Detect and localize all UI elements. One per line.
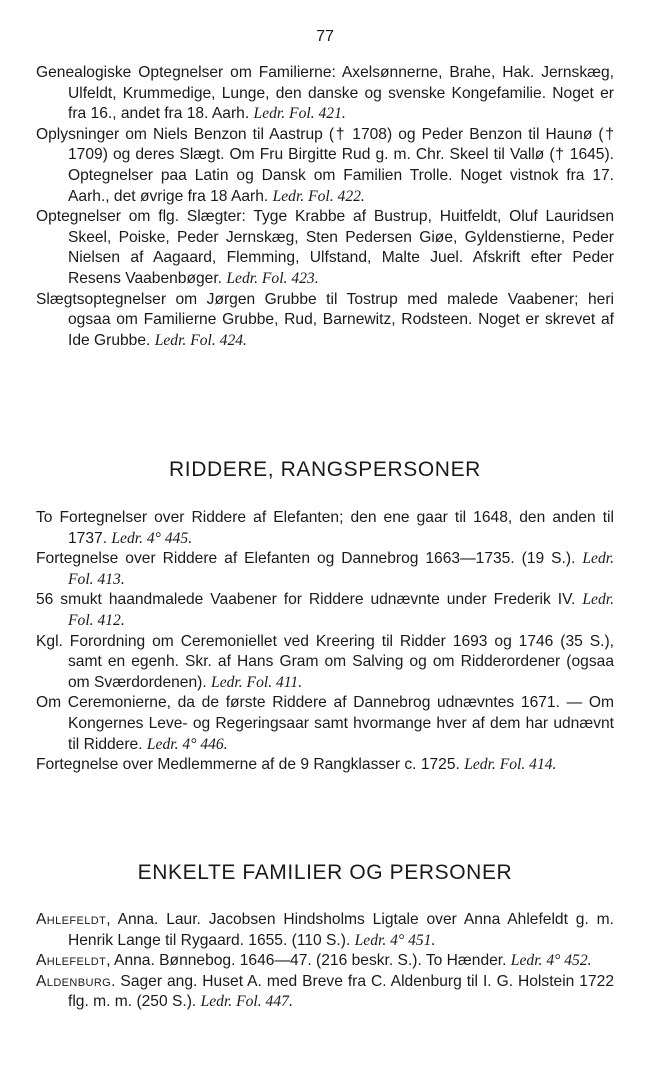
family-name: Ahlefeldt xyxy=(36,911,107,928)
catalog-entry xyxy=(36,125,614,207)
catalog-entry xyxy=(36,951,614,972)
entry-text: Optegnelser om flg. Slægter: Tyge Krabbe af Bustrup, Huitfeldt, Oluf Lauridsen Skeel, Poiske, Peder Jernskæg, Sten Pedersen Giøe, Gyldenstierne, Peder Nielsen af Aagaard, Flemming, Ulfstand, Malte Juel. Afskrift efter Peder Resens Vaabenbøger. xyxy=(36,208,614,287)
catalog-entry xyxy=(36,590,614,631)
entry-reference: Ledr. Fol. 414. xyxy=(464,756,557,774)
entry-reference: Ledr. Fol. 412. xyxy=(68,591,614,629)
entry-reference: Ledr. Fol. 424. xyxy=(154,331,247,349)
entry-reference: Ledr. Fol. 447. xyxy=(200,993,293,1011)
entry-text: Slægtsoptegnelser om Jørgen Grubbe til Tostrup med malede Vaabener; heri ogsaa om Familierne Grubbe, Rud, Barnewitz, Rodsteen. Noget er skrevet af Ide Grubbe. xyxy=(36,290,614,349)
catalog-entry xyxy=(36,549,614,590)
catalog-entry xyxy=(36,755,614,776)
catalog-entry xyxy=(36,632,614,694)
family-name: Ahlefeldt xyxy=(36,952,107,970)
catalog-entry xyxy=(36,63,614,125)
entry-text: Fortegnelse over Riddere af Elefanten og Dannebrog 1663—1735. (19 S.). xyxy=(36,550,583,568)
entry-reference: Ledr. Fol. 411. xyxy=(211,673,303,691)
entry-reference: Ledr. Fol. 423. xyxy=(226,269,319,287)
entry-text: Kgl. Forordning om Ceremoniellet ved Kreering til Ridder 1693 og 1746 (35 S.), samt en egenh. Skr. af Hans Gram om Salving og om Ridderordener (ogsaa om Sværdordenen). xyxy=(36,632,614,691)
page-number: 77 xyxy=(316,28,334,45)
section-familier xyxy=(36,910,614,1013)
entry-text: . Sager ang. Huset A. med Breve fra C. Aldenburg til I. G. Holstein 1722 flg. m. m. (250 S.). xyxy=(68,972,614,1011)
entry-text: Oplysninger om Niels Benzon til Aastrup († 1708) og Peder Benzon til Haunø († 1709) og deres Slægt. Om Fru Birgitte Rud g. m. Chr. Skeel til Vallø († 1645). Optegnelser paa Latin og Dansk om Familien Trolle. Noget vistnok fra 17. Aarh., det øvrige fra 18 Aarh. xyxy=(36,125,614,205)
entry-reference: Ledr. Fol. 413. xyxy=(68,550,614,588)
entry-text: , Anna. Bønnebog. 1646—47. (216 beskr. S.). To Hænder. xyxy=(106,952,511,970)
catalog-entry xyxy=(36,207,614,289)
family-name: Aldenburg xyxy=(36,972,112,990)
entry-text: 56 smukt haandmalede Vaabener for Riddere udnævnte under Frederik IV. xyxy=(36,591,583,609)
entry-reference: Ledr. Fol. 422. xyxy=(272,187,365,205)
entry-text: Om Ceremonierne, da de første Riddere af Dannebrog udnævntes 1671. — Om Kongernes Leve- og Regeringsaar samt hvormange hver af dem har udnævnt til Riddere. xyxy=(36,694,614,753)
entry-text: , Anna. Laur. Jacobsen Hindsholms Ligtale over Anna Ahlefeldt g. m. Henrik Lange til Rygaard. 1655. (110 S.). xyxy=(68,911,614,949)
entry-text: Fortegnelse over Medlemmerne af de 9 Rangklasser c. 1725. xyxy=(36,756,465,774)
section-heading-riddere: RIDDERE, RANGSPERSONER xyxy=(169,458,481,481)
section-riddere xyxy=(36,508,614,776)
section-heading-familier: ENKELTE FAMILIER OG PERSONER xyxy=(137,861,513,884)
entry-reference: Ledr. 4° 451. xyxy=(354,931,436,949)
entry-text: To Fortegnelser over Riddere af Elefanten; den ene gaar til 1648, den anden til 1737. xyxy=(36,509,614,547)
catalog-entry xyxy=(36,972,614,1013)
entry-reference: Ledr. 4° 446. xyxy=(146,735,228,753)
catalog-entry xyxy=(36,910,614,951)
catalog-entry xyxy=(36,693,614,755)
entry-reference: Ledr. Fol. 421. xyxy=(253,105,346,123)
catalog-entry xyxy=(36,508,614,549)
section-genealogy xyxy=(36,63,614,351)
catalog-entry xyxy=(36,290,614,352)
entry-reference: Ledr. 4° 445. xyxy=(111,529,193,547)
entry-text: Genealogiske Optegnelser om Familierne: Axelsønnerne, Brahe, Hak. Jernskæg, Ulfeldt, Krummedige, Lunge, den danske og svenske Kongefamilie. Noget er fra 16., andet fra 18. Aarh. xyxy=(36,64,614,123)
entry-reference: Ledr. 4° 452. xyxy=(510,952,592,970)
